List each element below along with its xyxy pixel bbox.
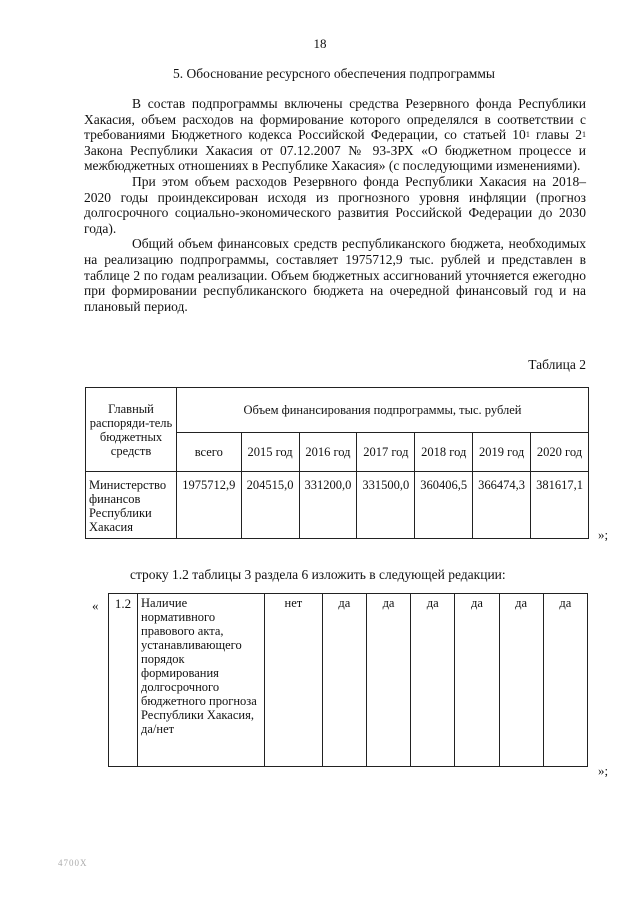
table-2-col-header: 2019 год <box>473 433 531 472</box>
superscript-1: 1 <box>525 130 530 140</box>
paragraph-1-part3: Закона Республики Хакасия от 07.12.2007 № 93-ЗРХ «О бюджетном процессе и межбюджетных отношениях в Республике Хакасия» (с последующими изменениями). <box>84 142 586 174</box>
table-2-col-header: 2016 год <box>299 433 357 472</box>
table-2-value-cell: 204515,0 <box>241 472 299 539</box>
table-2-value-cell: 331500,0 <box>357 472 415 539</box>
table-2-value-cell: 331200,0 <box>299 472 357 539</box>
table-3-value-cell: нет <box>265 594 323 767</box>
table-3-value-cell: да <box>543 594 587 767</box>
table-2-value-cell: 381617,1 <box>531 472 589 539</box>
table-3-row <box>108 593 588 767</box>
closing-quote-2: »; <box>598 763 609 778</box>
closing-quote-1: »; <box>598 527 609 542</box>
table-2-value-cell: 366474,3 <box>473 472 531 539</box>
table-2-header-main: Объем финансирования подпрограммы, тыс. рублей <box>177 388 589 433</box>
table-3-row-number: 1.2 <box>109 594 138 767</box>
superscript-2: 1 <box>582 130 586 140</box>
table-3-value-cell: да <box>411 594 455 767</box>
paragraph-1-part2: главы 2 <box>529 127 582 143</box>
table-2-value-cell: 1975712,9 <box>177 472 242 539</box>
table-3-value-cell: да <box>322 594 366 767</box>
instruction-line: строку 1.2 таблицы 3 раздела 6 изложить в следующей редакции: <box>130 567 506 582</box>
table-row <box>86 472 589 539</box>
table-2-col-header: 2018 год <box>415 433 473 472</box>
paragraph-3: Общий объем финансовых средств республиканского бюджета, необходимых на реализацию подпрограммы, составляет 1975712,9 тыс. рублей и представлен в таблице 2 по годам реализации. Объем бюджетных ассигнований уточняется ежегодно при формировании республиканского бюджета на очередной финансовый год и на плановый период. <box>84 236 586 314</box>
table-2 <box>85 387 589 539</box>
table-2-org-cell: Министерство финансов Республики Хакасия <box>86 472 177 539</box>
table-2-col-header: всего <box>177 433 242 472</box>
table-row <box>109 594 588 767</box>
table-2-value-cell: 360406,5 <box>415 472 473 539</box>
table-2-caption: Таблица 2 <box>528 357 586 372</box>
table-3-value-cell: да <box>499 594 543 767</box>
page-number: 18 <box>313 36 327 51</box>
paragraph-1-part1: В состав подпрограммы включены средства Резервного фонда Республики Хакасия, объем расходов на формирование которого определялся в соответствии с требованиями Бюджетного кодекса Российской Федерации, со статьей 10 <box>84 96 586 143</box>
table-2-col-header: 2017 год <box>357 433 415 472</box>
table-2-col-header: 2015 год <box>241 433 299 472</box>
paragraph-2: При этом объем расходов Резервного фонда Республики Хакасия на 2018–2020 годы проиндексирован исходя из прогнозного уровня инфляции (прогноз долгосрочного социально-экономического развития Российской Федерации до 2030 года). <box>84 173 586 236</box>
table-2-col-header: 2020 год <box>531 433 589 472</box>
section-heading: 5. Обоснование ресурсного обеспечения подпрограммы <box>173 66 495 81</box>
footer-code: 4700X <box>58 858 88 868</box>
opening-quote-2: « <box>92 598 99 613</box>
table-3-indicator-text: Наличие нормативного правового акта, устанавливающего порядок формирования долгосрочного бюджетного прогноза Республики Хакасия, да/нет <box>138 594 265 767</box>
paragraph-1 <box>84 96 586 174</box>
table-3-value-cell: да <box>366 594 410 767</box>
body-text-block <box>84 96 586 314</box>
table-2-header-org: Главный распоряди-тель бюджетных средств <box>86 388 177 472</box>
table-3-value-cell: да <box>455 594 499 767</box>
